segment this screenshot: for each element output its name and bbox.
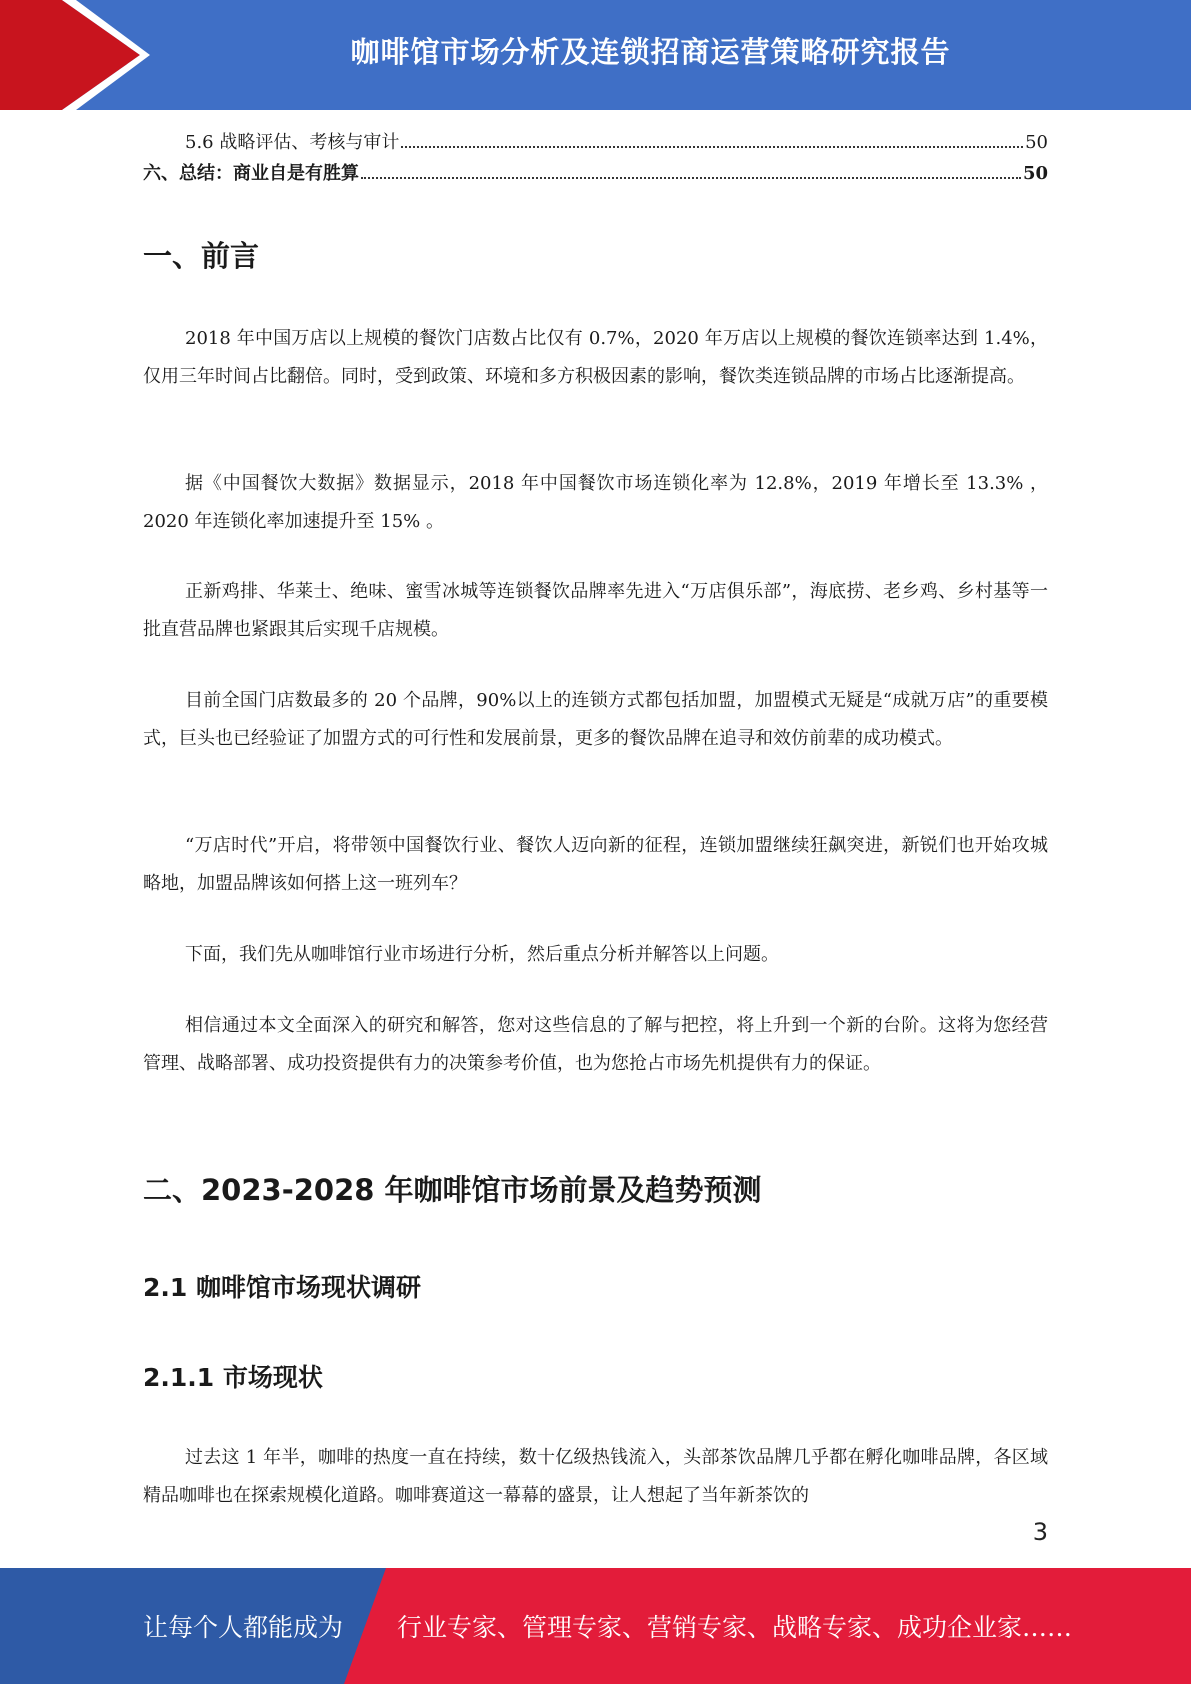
toc-entry[interactable] [143, 159, 1048, 190]
paragraph: 相信通过本文全面深入的研究和解答，您对这些信息的了解与把控，将上升到一个新的台阶。这将为您经营管理、战略部署、成功投资提供有力的决策参考价值，也为您抢占市场先机提供有力的保证。 [143, 1015, 1048, 1074]
page-header [0, 0, 1191, 110]
page-number: 3 [1032, 1518, 1048, 1546]
footer-slogan-right: 行业专家、管理专家、营销专家、战略专家、成功企业家…… [397, 1613, 1073, 1642]
toc-leader [401, 146, 1023, 148]
paragraph: 过去这 1 年半，咖啡的热度一直在持续，数十亿级热钱流入，头部茶饮品牌几乎都在孵化咖啡品牌，各区域精品咖啡也在探索规模化道路。咖啡赛道这一幕幕的盛景，让人想起了当年新茶饮的 [143, 1447, 1048, 1506]
paragraph: 据《中国餐饮大数据》数据显示，2018 年中国餐饮市场连锁化率为 12.8%，2019 年增长至 13.3% ，2020 年连锁化率加速提升至 15% 。 [143, 473, 1048, 532]
paragraph: 2018 年中国万店以上规模的餐饮门店数占比仅有 0.7%，2020 年万店以上规模的餐饮连锁率达到 1.4%，仅用三年时间占比翻倍。同时，受到政策、环境和多方积极因素的影响，餐饮类连锁品牌的市场占比逐渐提高。 [143, 328, 1048, 387]
toc-entry-page: 50 [1025, 132, 1048, 153]
header-chevron-decoration [0, 0, 150, 110]
header-title: 咖啡馆市场分析及连锁招商运营策略研究报告 [350, 34, 951, 69]
toc-entry-page: 50 [1022, 163, 1048, 184]
section-heading-preface: 一、前言 [143, 239, 260, 273]
subsection-heading: 2.1 咖啡馆市场现状调研 [143, 1273, 421, 1302]
page-footer [0, 1568, 1191, 1684]
paragraph: 目前全国门店数最多的 20 个品牌，90%以上的连锁方式都包括加盟，加盟模式无疑是“成就万店”的重要模式，巨头也已经验证了加盟方式的可行性和发展前景，更多的餐饮品牌在追寻和效仿前辈的成功模式。 [143, 690, 1048, 749]
document-body [143, 128, 1048, 1506]
toc-list [143, 128, 1048, 190]
subsection-heading: 2.1.1 市场现状 [143, 1363, 323, 1392]
toc-entry[interactable] [143, 128, 1048, 159]
paragraph: 下面，我们先从咖啡馆行业市场进行分析，然后重点分析并解答以上问题。 [185, 944, 779, 965]
toc-entry-label: 六、总结：商业自是有胜算 [143, 163, 359, 184]
footer-slogan-left: 让每个人都能成为 [143, 1613, 344, 1642]
toc-leader [361, 177, 1021, 179]
paragraph: “万店时代”开启，将带领中国餐饮行业、餐饮人迈向新的征程，连锁加盟继续狂飙突进，新锐们也开始攻城略地，加盟品牌该如何搭上这一班列车？ [143, 835, 1048, 894]
toc-entry-label: 5.6 战略评估、考核与审计 [185, 132, 400, 153]
section-heading-market-outlook: 二、2023-2028 年咖啡馆市场前景及趋势预测 [143, 1173, 762, 1207]
paragraph: 正新鸡排、华莱士、绝味、蜜雪冰城等连锁餐饮品牌率先进入“万店俱乐部”，海底捞、老乡鸡、乡村基等一批直营品牌也紧跟其后实现千店规模。 [143, 581, 1048, 640]
